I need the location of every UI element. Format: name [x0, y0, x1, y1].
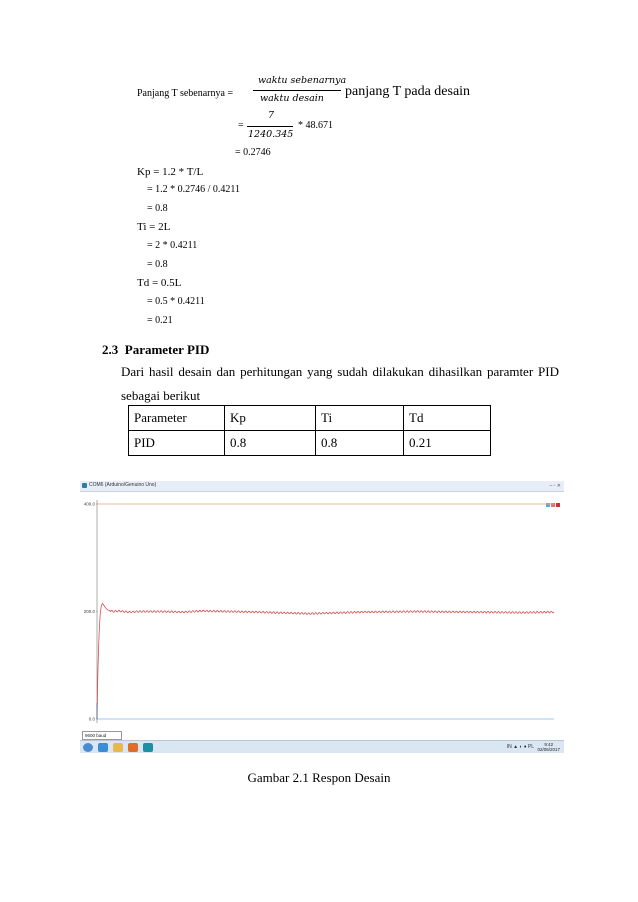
- table-header-cell: Td: [404, 406, 491, 431]
- clock-date: 02/06/2017: [537, 747, 560, 752]
- ie-icon[interactable]: [98, 743, 108, 752]
- response-plot: [80, 492, 564, 730]
- table-header-cell: Ti: [316, 406, 404, 431]
- serial-plotter-screenshot: [80, 481, 564, 753]
- plotter-titlebar: [80, 481, 564, 492]
- ti-result: = 0.8: [147, 259, 168, 270]
- plotter-window-title: COM6 (Arduino/Genuino Uno): [89, 482, 157, 488]
- taskbar-clock[interactable]: [537, 742, 560, 752]
- formula-t-step2-eq: =: [238, 120, 244, 131]
- ti-calculation: = 2 * 0.4211: [147, 240, 198, 251]
- response-series-line: [97, 603, 554, 719]
- window-control-buttons[interactable]: – ▫ ✕: [549, 483, 561, 489]
- table-cell: PID: [129, 431, 225, 456]
- section-heading: [102, 342, 209, 358]
- table-row: [129, 431, 491, 456]
- figure-caption: Gambar 2.1 Respon Desain: [247, 770, 391, 785]
- formula-t-fraction-bar: [253, 90, 341, 91]
- formula-t-result: = 0.2746: [235, 147, 271, 158]
- section-paragraph-text: Dari hasil desain dan perhitungan yang sudah dilakukan dihasilkan paramter PID sebagai berikut: [121, 364, 559, 403]
- kp-calculation: = 1.2 * 0.2746 / 0.4211: [147, 184, 241, 195]
- formula-t-denominator: waktu desain: [260, 93, 324, 104]
- media-icon[interactable]: [128, 743, 138, 752]
- section-paragraph: [121, 360, 559, 408]
- folder-icon[interactable]: [113, 743, 123, 752]
- arduino-app-icon: [82, 483, 87, 488]
- td-result: = 0.21: [147, 315, 173, 326]
- arduino-icon[interactable]: [143, 743, 153, 752]
- td-calculation: = 0.5 * 0.4211: [147, 296, 205, 307]
- table-cell: 0.8: [225, 431, 316, 456]
- kp-definition: Kp = 1.2 * T/L: [137, 166, 204, 178]
- kp-result: = 0.8: [147, 203, 168, 214]
- td-definition: Td = 0.5L: [137, 277, 182, 289]
- section-number: 2.3: [102, 342, 119, 357]
- start-button[interactable]: [83, 743, 93, 752]
- table-header-row: [129, 406, 491, 431]
- table-cell: 0.8: [316, 431, 404, 456]
- formula-t-step2-num: 7: [268, 110, 275, 121]
- pid-parameter-table: [128, 405, 491, 456]
- clock-time: 9:42: [544, 742, 554, 747]
- table-header-cell: Parameter: [129, 406, 225, 431]
- y-tick-label: 200.0: [83, 609, 95, 614]
- formula-t-numerator: waktu sebenarnya: [258, 75, 347, 86]
- y-tick-label: 400.0: [83, 501, 95, 507]
- formula-t-step2-den: 1240.345: [248, 129, 294, 140]
- formula-t-rhs: panjang T pada desain: [345, 84, 471, 99]
- table-header-cell: Kp: [225, 406, 316, 431]
- section-title: Parameter PID: [124, 342, 210, 357]
- ti-definition: Ti = 2L: [137, 221, 171, 233]
- formula-t-lhs: Panjang T sebenarnya =: [137, 88, 234, 99]
- table-cell: 0.21: [404, 431, 491, 456]
- windows-taskbar: [80, 740, 564, 753]
- baud-rate-select[interactable]: 9600 baud: [82, 731, 122, 740]
- formula-t-step2-mult: * 48.671: [298, 120, 333, 131]
- formula-t-step2-bar: [247, 126, 293, 127]
- system-tray[interactable]: IN ▲ ◐ ♦ PL: [506, 744, 534, 750]
- y-tick-label: 0.0: [88, 716, 95, 722]
